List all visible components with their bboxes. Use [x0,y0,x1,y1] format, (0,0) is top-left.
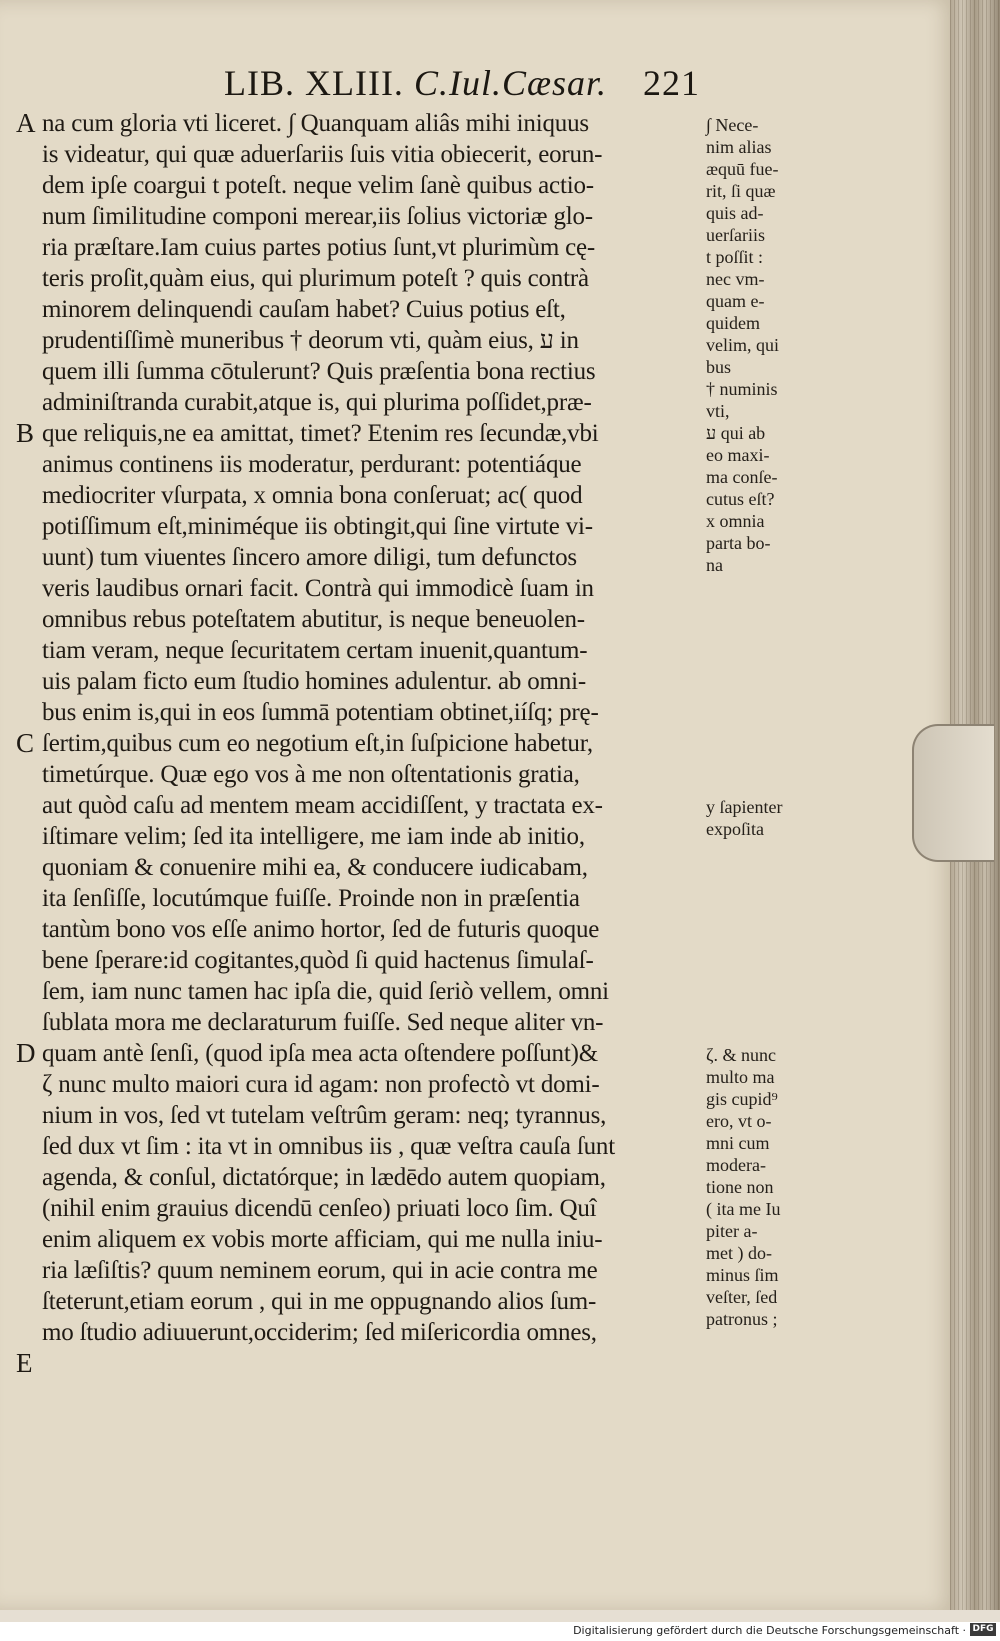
text-line: timetúrque. Quæ ego vos à me non oſtentationis gratia, [42,761,580,788]
margin-note-line: y ſapienter [706,797,783,817]
text-line: ita ſenſiſſe, locutúmque fuiſſe. Proinde non in præſentia [42,885,580,912]
margin-note-line: veſter, ſed [706,1287,778,1307]
text-line: bene ſperare:id cogitantes,quòd ſi quid hactenus ſimulaſ- [42,947,594,974]
margin-note-line: piter a- [706,1221,758,1241]
text-line: is videatur, qui quæ aduerſariis ſuis vitia obiecerit, eorun- [42,141,603,168]
margin-note-line: cutus eſt? [706,489,775,509]
text-line: ſertim,quibus cum eo negotium eſt,in ſuſpicione habetur, [42,730,593,757]
text-line: bus enim is,qui in eos ſummā potentiam obtinet,iíſq; prę- [42,699,599,726]
text-line: enim aliquem ex vobis morte afficiam, qui me nulla iniu- [42,1226,603,1253]
text-line: veris laudibus ornari facit. Contrà qui immodicè ſuam in [42,575,594,602]
text-line: mediocriter vſurpata, x omnia bona conſeruat; ac( quod [42,482,583,509]
text-line: prudentiſſimè muneribus † deorum vti, quàm eius, ע in [42,327,579,354]
margin-note-line: quam e- [706,291,765,311]
text-line: quem illi ſumma cōtulerunt? Quis præſentia bona rectius [42,358,596,385]
section-letter: B [16,418,35,448]
text-line: na cum gloria vti liceret. ∫ Quanquam aliâs mihi iniquus [42,110,589,137]
margin-note-line: quidem [706,313,760,333]
text-line: ſublata mora me declaraturum fuiſſe. Sed neque aliter vn- [42,1009,604,1036]
text-line: aut quòd caſu ad mentem meam accidiſſent, y tractata ex- [42,792,603,819]
running-head-book: LIB. XLIII. [223,63,404,103]
page-number: 221 [643,63,700,103]
text-line: tiam veram, neque ſecuritatem certam inuenit,quantum- [42,637,588,664]
text-line: iſtimare velim; ſed ita intelligere, me iam inde ab initio, [42,823,585,850]
margin-note-line: eo maxi- [706,445,770,465]
text-line: (nihil enim grauius dicendū cenſeo) priuati loco ſim. Quî [42,1195,597,1222]
text-line: uis palam ficto eum ſtudio homines adulentur. ab omni- [42,668,586,695]
text-line: teris proſit,quàm eius, qui plurimum poteſt ? quis contrà [42,265,589,292]
margin-note-line: bus [706,357,732,377]
text-line: que reliquis,ne ea amittat, timet? Etenim res ſecundæ,vbi [42,420,599,447]
margin-note-line: vti, [706,401,730,421]
margin-note [706,114,826,576]
text-line: nium in vos, ſed vt tutelam veſtrûm geram: neq; tyrannus, [42,1102,607,1129]
margin-note-line: ( ita me Iu [706,1199,781,1219]
text-line: ſed dux vt ſim : ita vt in omnibus iis , quæ veſtra cauſa ſunt [42,1133,615,1160]
text-line: ζ nunc multo maiori cura id agam: non profectò vt domi- [42,1071,600,1098]
margin-note-line: na [706,555,723,575]
margin-note-line: met ) do- [706,1243,772,1263]
margin-note-line: expoſita [706,819,764,839]
section-letter: D [16,1038,36,1068]
footer-credit: Digitalisierung gefördert durch die Deutsche Forschungsgemeinschaft · [573,1624,966,1637]
text-line: minorem delinquendi cauſam habet? Cuius potius eſt, [42,296,566,323]
margin-note-line: æquū fue- [706,159,779,179]
text-line: tantùm bono vos eſſe animo hortor, ſed de futuris quoque [42,916,600,943]
margin-note-line: ∫ Nece- [706,115,759,135]
margin-note-line: ζ. & nunc [706,1045,776,1065]
margin-note-line: velim, qui [706,335,779,355]
section-letter: C [16,728,35,758]
dfg-logo: DFG [970,1623,996,1636]
text-line: ria læſiſtis? quum neminem eorum, qui in acie contra me [42,1257,598,1284]
running-head-author: C.Iul.Cæsar. [413,63,607,103]
page-clip-tab [912,724,994,862]
text-line: num ſimilitudine componi merear,iis ſolius victoriæ glo- [42,203,593,230]
text-line: agenda, & conſul, dictatórque; in lædēdo autem quopiam, [42,1164,606,1191]
text-line: quoniam & conuenire mihi ea, & conducere iudicabam, [42,854,588,881]
margin-note-line: minus ſim [706,1265,779,1285]
margin-note-line: nec vm- [706,269,765,289]
margin-note-line: mni cum [706,1133,770,1153]
running-head [0,62,700,104]
margin-note-line: t poſſit : [706,247,764,267]
text-line: ria præſtare.Iam cuius partes potius ſunt,vt plurimùm cę- [42,234,596,261]
margin-note-line: nim alias [706,137,772,157]
margin-note-line: uerſariis [706,225,765,245]
section-letter: E [16,1348,33,1378]
text-line: omnibus rebus poteſtatem abutitur, is neque beneuolen- [42,606,585,633]
text-line: adminiſtranda curabit,atque is, qui plurima poſſidet,præ- [42,389,592,416]
body-text [42,108,702,1348]
section-letter: A [16,108,36,138]
text-line: dem ipſe coargui t poteſt. neque velim ſanè quibus actio- [42,172,594,199]
text-line: mo ſtudio adiuuerunt,occiderim; ſed miſericordia omnes, [42,1319,597,1346]
text-line: animus continens iis moderatur, perdurant: potentiáque [42,451,582,478]
margin-note-line: ma conſe- [706,467,778,487]
text-line: uunt) tum viuentes ſincero amore diligi, tum defunctos [42,544,577,571]
margin-note-line: † numinis [706,379,778,399]
margin-note-line: x omnia [706,511,765,531]
margin-note-line: modera- [706,1155,766,1175]
margin-note-line: multo ma [706,1067,775,1087]
margin-note-line: ע qui ab [706,423,766,443]
margin-note-line: gis cupid⁹ [706,1089,778,1109]
margin-note-line: patronus ; [706,1309,778,1329]
margin-note-line: quis ad- [706,203,764,223]
margin-note [706,796,826,840]
text-line: potiſſimum eſt,miniméque iis obtingit,qui ſine virtute vi- [42,513,593,540]
margin-note-line: ero, vt o- [706,1111,772,1131]
text-line: ſteterunt,etiam eorum , qui in me oppugnando alios ſum- [42,1288,597,1315]
margin-note-line: rit, ſi quæ [706,181,776,201]
text-line: quam antè ſenſi, (quod ipſa mea acta oſtendere poſſunt)& [42,1040,598,1067]
text-line: ſem, iam nunc tamen hac ipſa die, quid ſeriò vellem, omni [42,978,609,1005]
margin-note-line: tione non [706,1177,774,1197]
margin-note [706,1044,826,1330]
margin-note-line: parta bo- [706,533,771,553]
